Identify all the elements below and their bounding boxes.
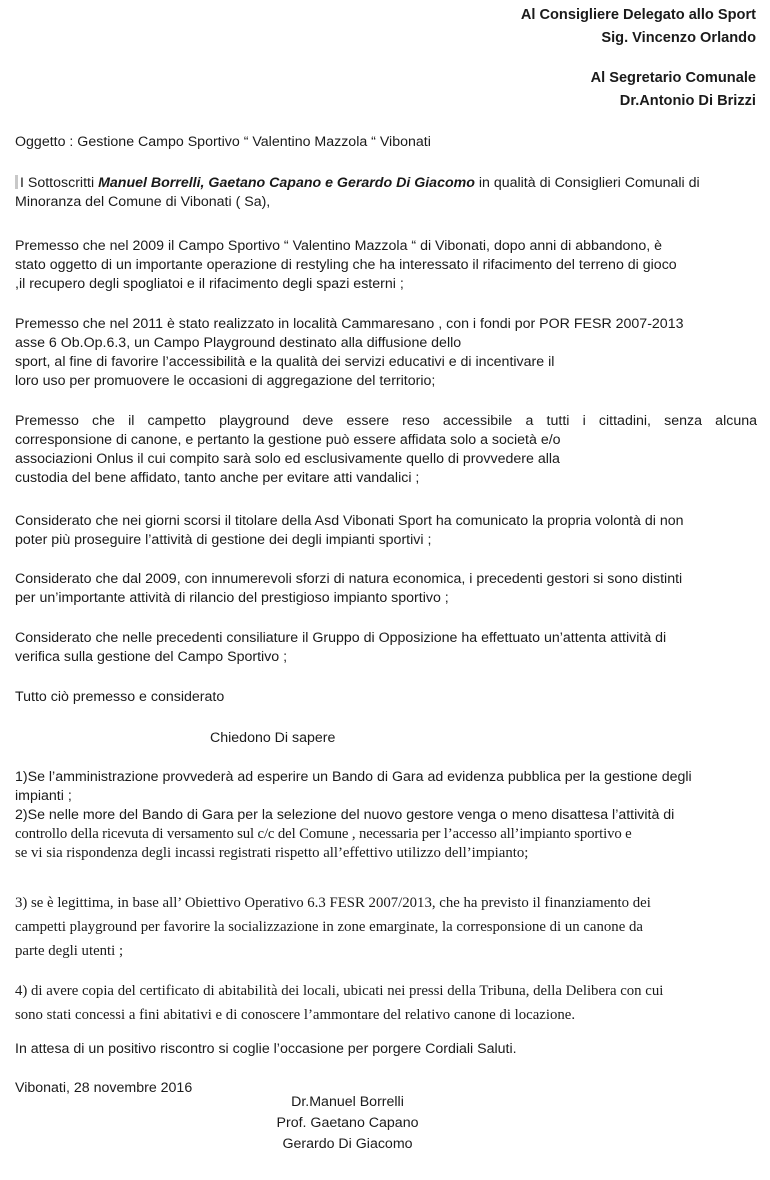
- paragraph-line: campetti playground per favorire la socializzazione in zone emarginate, la corresponsione di un canone da: [15, 919, 643, 935]
- intro-names: Manuel Borrelli, Gaetano Capano e Gerardo Di Giacomo: [98, 175, 475, 191]
- question-4: [15, 979, 757, 1027]
- closing-line: [15, 1040, 757, 1059]
- chiedono-heading: [210, 729, 335, 748]
- intro-post: in qualità di Consiglieri Comunali di: [474, 175, 700, 191]
- paragraph-line: sono stati concessi a fini abitativi e di conoscere l’ammontare del relativo canone di locazione.: [15, 1007, 576, 1023]
- paragraph-line: 3) se è legittima, in base all’ Obiettivo Operativo 6.3 FESR 2007/2013, che ha previsto il finanziamento dei: [15, 895, 651, 911]
- paragraph-line: Considerato che dal 2009, con innumerevoli sforzi di natura economica, i precedenti gestori si sono distinti: [15, 571, 683, 587]
- paragraph-line: se vi sia rispondenza degli incassi registrati rispetto all’effettivo utilizzo dell’impianto;: [15, 845, 529, 861]
- question-3: [15, 891, 757, 963]
- question-2: [15, 806, 757, 863]
- signature-name: Gerardo Di Giacomo: [282, 1136, 413, 1152]
- paragraph-line: 2)Se nelle more del Bando di Gara per la selezione del nuovo gestore venga o meno disattesa l’attività di: [15, 807, 675, 823]
- premessa-paragraph-3: [15, 412, 757, 488]
- paragraph-line: controllo della ricevuta di versamento sul c/c del Comune , necessaria per l’accesso all’impianto sportivo e: [15, 826, 632, 842]
- question-1: [15, 768, 757, 806]
- paragraph-line: 4) di avere copia del certificato di abitabilità dei locali, ubicati nei pressi della Tribuna, della Delibera con cui: [15, 983, 664, 999]
- recipient-line: Dr.Antonio Di Brizzi: [619, 93, 756, 109]
- signature-name: Prof. Gaetano Capano: [276, 1115, 419, 1131]
- considerato-paragraph-2: [15, 570, 757, 608]
- text-cursor-mark: [15, 175, 18, 189]
- date-text: Vibonati, 28 novembre 2016: [15, 1080, 193, 1096]
- considerato-paragraph-3: [15, 629, 757, 667]
- paragraph-line: corresponsione di canone, e pertanto la gestione può essere affidata solo a società e/o: [15, 432, 561, 448]
- paragraph-line: ,il recupero degli spogliatoi e il rifacimento degli spazi esterni ;: [15, 276, 404, 292]
- recipients-block: [521, 4, 756, 113]
- signature-block: [230, 1092, 465, 1155]
- paragraph-line: stato oggetto di un importante operazione di restyling che ha interessato il rifacimento del terreno di gioco: [15, 257, 677, 273]
- paragraph-line: impianti ;: [15, 788, 72, 804]
- paragraph-line: parte degli utenti ;: [15, 943, 124, 959]
- paragraph-line: per un’importante attività di rilancio del prestigioso impianto sportivo ;: [15, 590, 449, 606]
- paragraph-line: In attesa di un positivo riscontro si coglie l’occasione per porgere Cordiali Saluti.: [15, 1041, 517, 1057]
- heading-text: Chiedono Di sapere: [210, 730, 336, 746]
- recipient-line: Al Consigliere Delegato allo Sport: [520, 7, 756, 23]
- paragraph-line: Considerato che nei giorni scorsi il titolare della Asd Vibonati Sport ha comunicato la propria volontà di non: [15, 513, 684, 529]
- paragraph-line: loro uso per promuovere le occasioni di aggregazione del territorio;: [15, 373, 436, 389]
- subject-text: Oggetto : Gestione Campo Sportivo “ Valentino Mazzola “ Vibonati: [15, 134, 431, 150]
- paragraph-line: poter più proseguire l’attività di gestione dei degli impianti sportivi ;: [15, 532, 432, 548]
- recipient-line: Al Segretario Comunale: [590, 70, 756, 86]
- paragraph-line: verifica sulla gestione del Campo Sportivo ;: [15, 649, 288, 665]
- paragraph-line: Premesso che nel 2011 è stato realizzato in località Cammaresano , con i fondi por POR FESR 2007-2013: [15, 316, 684, 332]
- paragraph-line: 1)Se l’amministrazione provvederà ad esperire un Bando di Gara ad evidenza pubblica per la gestione degli: [15, 769, 692, 785]
- intro-paragraph: [15, 174, 757, 212]
- intro-line2: Minoranza del Comune di Vibonati ( Sa),: [15, 194, 271, 210]
- paragraph-line: custodia del bene affidato, tanto anche per evitare atti vandalici ;: [15, 470, 420, 486]
- subject-line: [15, 133, 757, 152]
- paragraph-line: Considerato che nelle precedenti consiliature il Gruppo di Opposizione ha effettuato un’attenta attività di: [15, 630, 667, 646]
- considerato-paragraph-1: [15, 512, 757, 550]
- paragraph-line: Premesso che nel 2009 il Campo Sportivo “ Valentino Mazzola “ di Vibonati, dopo anni di abbandono, è: [15, 238, 662, 254]
- paragraph-line: sport, al fine di favorire l’accessibilità e la qualità dei servizi educativi e di incentivare il: [15, 354, 555, 370]
- premessa-paragraph-2: [15, 315, 757, 391]
- recipient-line: Sig. Vincenzo Orlando: [601, 30, 756, 46]
- paragraph-line: Premesso che il campetto playground deve essere reso accessibile a tutti i cittadini, senza alcuna: [15, 413, 757, 429]
- intro-pre: I Sottoscritti: [20, 175, 99, 191]
- premessa-paragraph-1: [15, 237, 757, 294]
- premesso-considerato-line: [15, 688, 757, 707]
- paragraph-line: asse 6 Ob.Op.6.3, un Campo Playground destinato alla diffusione dello: [15, 335, 462, 351]
- paragraph-line: Tutto ciò premesso e considerato: [15, 689, 225, 705]
- signature-name: Dr.Manuel Borrelli: [291, 1094, 404, 1110]
- paragraph-line: associazioni Onlus il cui compito sarà solo ed esclusivamente quello di provvedere alla: [15, 451, 560, 467]
